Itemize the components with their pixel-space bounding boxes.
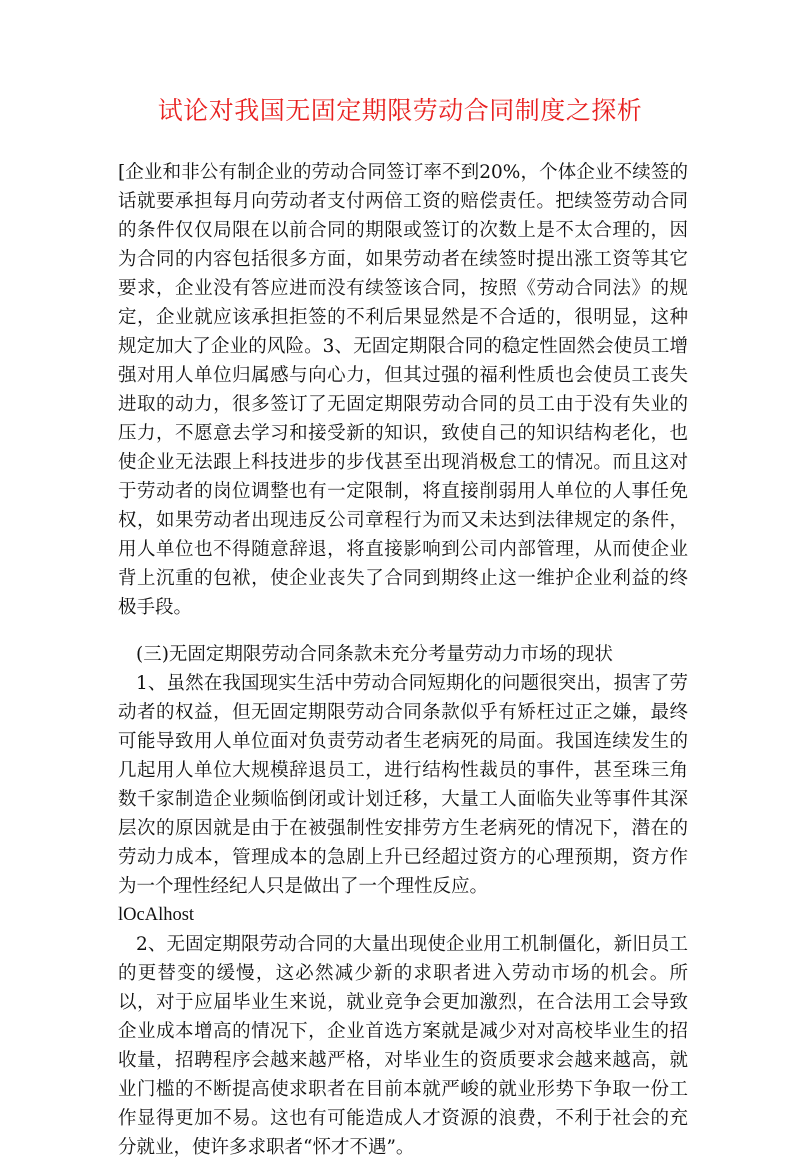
watermark-text: lOcAlhost xyxy=(118,905,195,925)
document-title: 试论对我国无固定期限劳动合同制度之探析 xyxy=(157,96,643,125)
paragraph-point-2: 2、无固定期限劳动合同的大量出现使企业用工机制僵化，新旧员工的更替变的缓慢，这必然减少新的求职者进入劳动市场的机会。所以，对于应届毕业生来说，就业竞争会更加激烈，在合法用工会导致企业成本增高的情况下，企业首选方案就是减少对对高校毕业生的招收量，招聘程序会越来越严格，对毕业生的资质要求会越来越高，就业门槛的不断提高使求职者在目前本就严峻的就业形势下争取一份工作显得更加不易。这也有可能造成人才资源的浪费，不利于社会的充分就业，使许多求职者“怀才不遇”。 xyxy=(118,934,688,1158)
section-heading: (三)无固定期限劳动合同条款未充分考量劳动力市场的现状 xyxy=(136,644,613,665)
paragraph-point-1: 1、虽然在我国现实生活中劳动合同短期化的问题很突出，损害了劳动者的权益，但无固定期限劳动合同条款似乎有矫枉过正之嫌，最终可能导致用人单位面对负责劳动者生老病死的局面。我国连续发生的几起用人单位大规模辞退员工，进行结构性裁员的事件，甚至珠三角数千家制造企业频临倒闭或计划迁移，大量工人面临失业等事件其深层次的原因就是由于在被强制性安排劳方生老病死的情况下，潜在的劳动力成本，管理成本的急剧上升已经超过资方的心理预期，资方作为一个理性经纪人只是做出了一个理性反应。 xyxy=(118,673,688,897)
document-body xyxy=(118,158,688,1162)
paragraph-intro: [企业和非公有制企业的劳动合同签订率不到20%，个体企业不续签的话就要承担每月向劳动者支付两倍工资的赔偿责任。把续签劳动合同的条件仅仅局限在以前合同的期限或签订的次数上是不太合理的，因为合同的内容包括很多方面，如果劳动者在续签时提出涨工资等其它要求，企业没有答应进而没有续签该合同，按照《劳动合同法》的规定，企业就应该承担拒签的不利后果显然是不合适的，很明显，这种规定加大了企业的风险。3、无固定期限合同的稳定性固然会使员工增强对用人单位归属感与向心力，但其过强的福利性质也会使员工丧失进取的动力，很多签订了无固定期限劳动合同的员工由于没有失业的压力，不愿意去学习和接受新的知识，致使自己的知识结构老化，也使企业无法跟上科技进步的步伐甚至出现消极怠工的情况。而且这对于劳动者的岗位调整也有一定限制，将直接削弱用人单位的人事任免权，如果劳动者出现违反公司章程行为而又未达到法律规定的条件，用人单位也不得随意辞退，将直接影响到公司内部管理，从而使企业背上沉重的包袱，使企业丧失了合同到期终止这一维护企业利益的终极手段。 xyxy=(118,162,688,618)
